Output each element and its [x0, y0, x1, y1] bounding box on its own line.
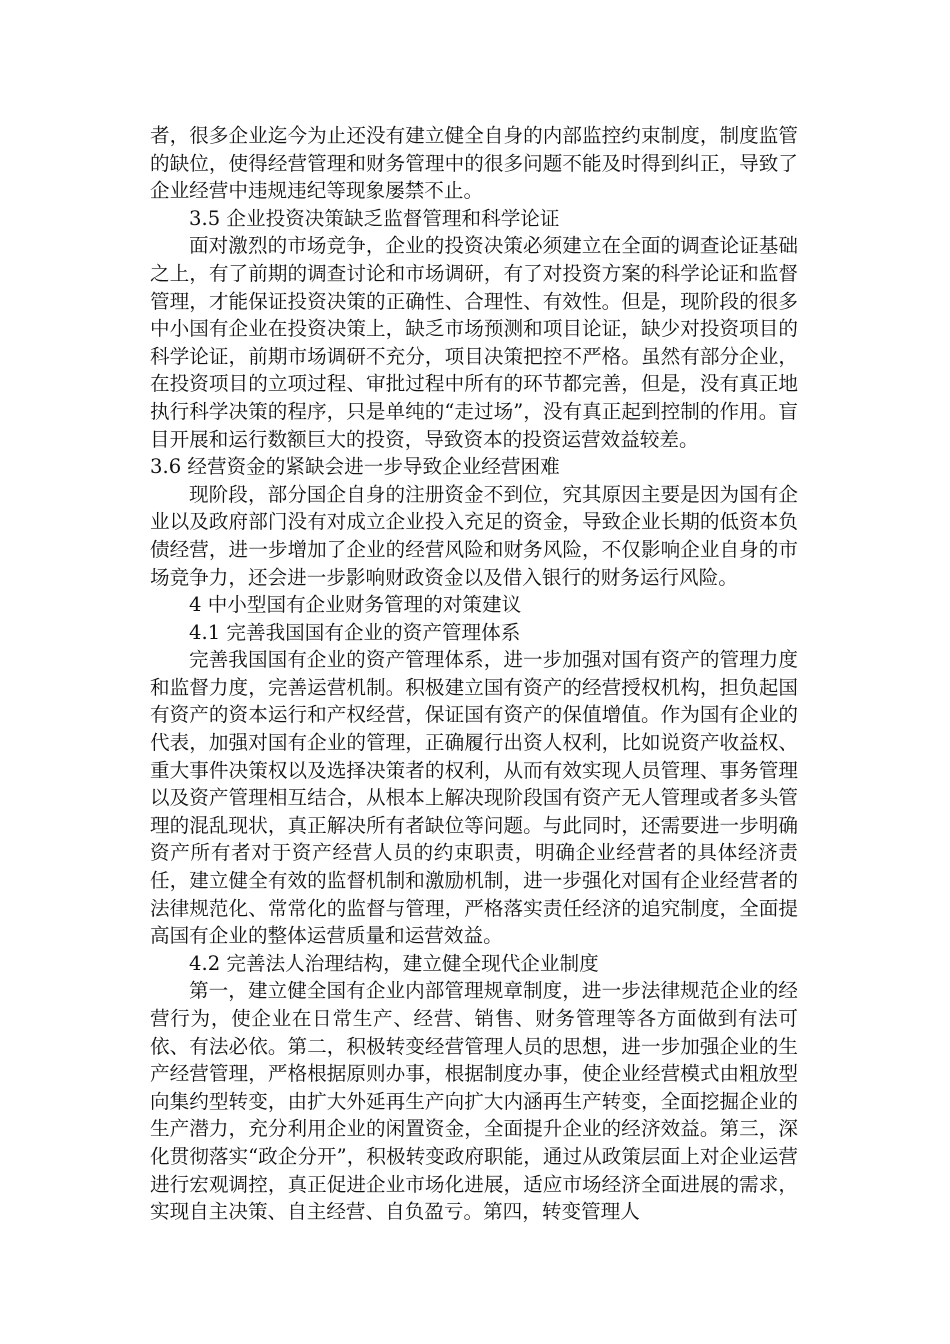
paragraph-body: 第一，建立健全国有企业内部管理规章制度，进一步法律规范企业的经营行为，使企业在日常生产、经营、销售、财务管理等各方面做到有法可依、有法必依。第二，积极转变经营管理人员的思想，进一步加强企业的生产经营管理，严格根据原则办事，根据制度办事，使企业经营模式由粗放型向集约型转变，由扩大外延再生产向扩大内涵再生产转变，全面挖掘企业的生产潜力，充分利用企业的闲置资金，全面提升企业的经济效益。第三，深化贯彻落实“政企分开”，积极转变政府职能，通过从政策层面上对企业运营进行宏观调控，真正促进企业市场化进展，适应市场经济全面进展的需求，实现自主决策、自主经营、自负盈亏。第四，转变管理人	[150, 979, 798, 1224]
paragraph-body: 面对激烈的市场竞争，企业的投资决策必须建立在全面的调查论证基础之上，有了前期的调查讨论和市场调研，有了对投资方案的科学论证和监督管理，才能保证投资决策的正确性、合理性、有效性。但是，现阶段的很多中小国有企业在投资决策上，缺乏市场预测和项目论证，缺少对投资项目的科学论证，前期市场调研不充分，项目决策把控不严格。虽然有部分企业，在投资项目的立项过程、审批过程中所有的环节都完善，但是，没有真正地执行科学决策的程序，只是单纯的“走过场”，没有真正起到控制的作用。盲目开展和运行数额巨大的投资，导致资本的投资运营效益较差。	[150, 234, 798, 451]
section-heading-3-6: 3.6 经营资金的紧缺会进一步导致企业经营困难	[150, 455, 560, 479]
paragraph-body: 完善我国国有企业的资产管理体系，进一步加强对国有资产的管理力度和监督力度，完善运营机制。积极建立国有资产的经营授权机构，担负起国有资产的资本运行和产权经营，保证国有资产的保值增值。作为国有企业的代表，加强对国有企业的管理，正确履行出资人权利，比如说资产收益权、重大事件决策权以及选择决策者的权利，从而有效实现人员管理、事务管理以及资产管理相互结合，从根本上解决现阶段国有资产无人管理或者多头管理的混乱现状，真正解决所有者缺位等问题。与此同时，还需要进一步明确资产所有者对于资产经营人员的约束职责，明确企业经营者的具体经济责任，建立健全有效的监督机制和激励机制，进一步强化对国有企业经营者的法律规范化、常常化的监督与管理，严格落实责任经济的追究制度，全面提高国有企业的整体运营质量和运营效益。	[150, 648, 798, 948]
document-page	[150, 122, 798, 1226]
paragraph-body: 现阶段，部分国企自身的注册资金不到位，究其原因主要是因为国有企业以及政府部门没有对成立企业投入充足的资金，导致企业长期的低资本负债经营，进一步增加了企业的经营风险和财务风险，不仅影响企业自身的市场竞争力，还会进一步影响财政资金以及借入银行的财务运行风险。	[150, 482, 798, 589]
section-heading-4-2: 4.2 完善法人治理结构，建立健全现代企业制度	[189, 951, 599, 975]
section-heading-3-5: 3.5 企业投资决策缺乏监督管理和科学论证	[189, 206, 560, 230]
section-heading-4: 4 中小型国有企业财务管理的对策建议	[189, 593, 522, 617]
section-heading-4-1: 4.1 完善我国国有企业的资产管理体系	[189, 620, 521, 644]
paragraph-continuation: 者，很多企业迄今为止还没有建立健全自身的内部监控约束制度，制度监管的缺位，使得经营管理和财务管理中的很多问题不能及时得到纠正，导致了企业经营中违规违纪等现象屡禁不止。	[150, 124, 798, 203]
